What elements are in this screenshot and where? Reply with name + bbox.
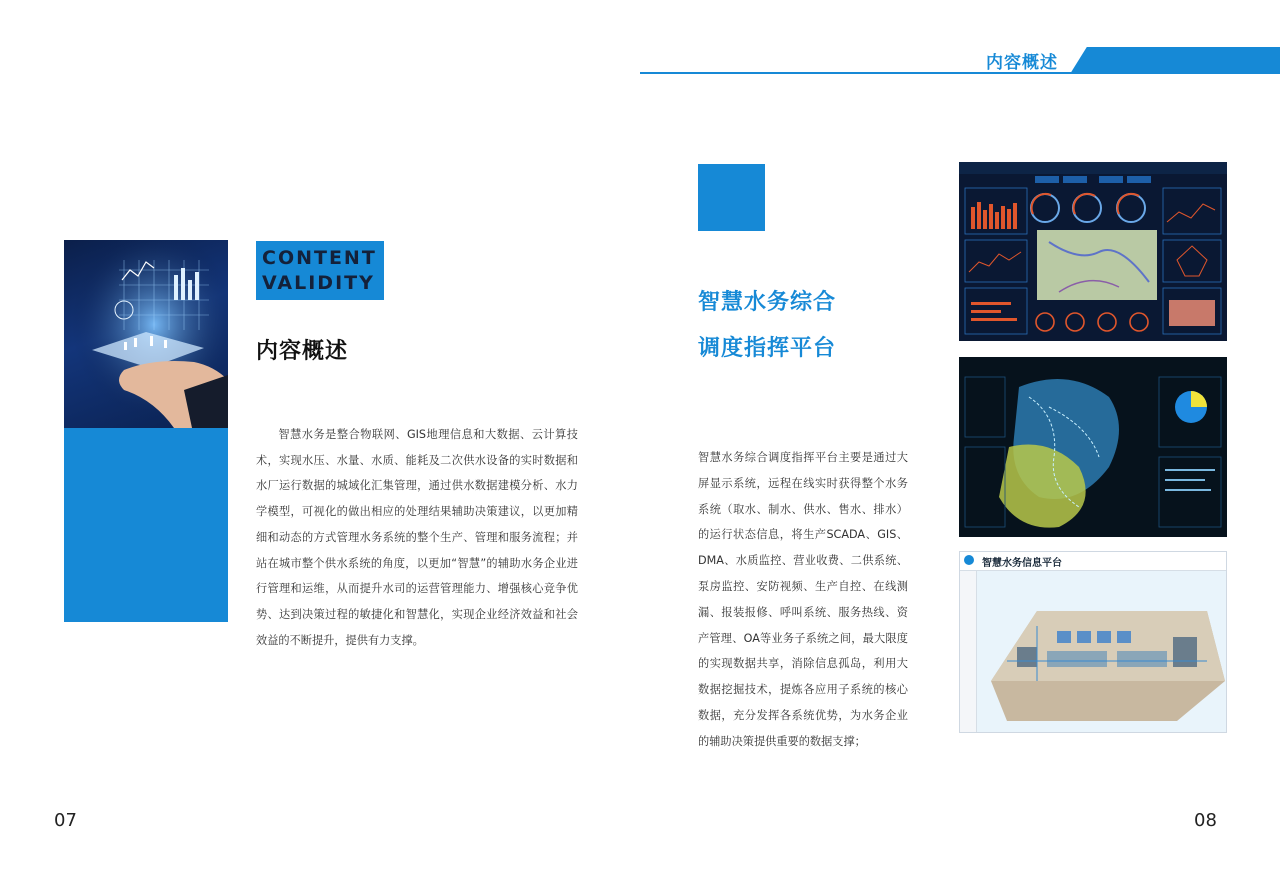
platform-topbar <box>960 552 1226 571</box>
left-heading: 内容概述 <box>256 339 349 364</box>
info-platform-screenshot-3 <box>959 551 1227 733</box>
platform-sidebar <box>960 571 977 733</box>
dashboard-screenshot-1 <box>959 162 1227 341</box>
header-tab-shape <box>1070 47 1280 74</box>
right-title <box>698 280 836 372</box>
accent-square <box>698 164 765 231</box>
gis-map-screenshot-2 <box>959 357 1227 537</box>
left-paragraph: 智慧水务是整合物联网、GIS地理信息和大数据、云计算技术，实现水压、水量、水质、能耗及二次供水设备的实时数据和水厂运行数据的城域化汇集管理，通过供水数据建模分析、水力学模型，可视化的做出相应的处理结果辅助决策建议，以更加精细和动态的方式管理水务系统的整个生产、管理和服务流程；并站在城市整个供水系统的角度，以更加“智慧”的辅助水务企业进行管理和运维，从而提升水司的运营管理能力、增强核心竞争优势、达到决策过程的敏捷化和智慧化，实现企业经济效益和社会效益的不断提升，提供有力支撑。 <box>256 428 578 647</box>
page-number-left: 07 <box>54 810 77 831</box>
right-paragraph: 智慧水务综合调度指挥平台主要是通过大屏显示系统，远程在线实时获得整个水务系统（取水、制水、供水、售水、排水）的运行状态信息，将生产SCADA、GIS、DMA、水质监控、营业收费、二供系统、泵房监控、安防视频、生产自控、在线测漏、报装报修、呼叫系统、服务热线、资产管理、OA等业务子系统之间，最大限度的实现数据共享，消除信息孤岛，利用大数据挖掘技术，提炼各应用子系统的核心数据，充分发挥各系统优势，为水务企业的辅助决策提供重要的数据支撑； <box>698 451 908 748</box>
right-title-line-1: 智慧水务综合 <box>698 290 837 315</box>
content-validity-text <box>262 246 377 296</box>
right-title-line-2: 调度指挥平台 <box>698 336 837 361</box>
badge-line-1: CONTENT <box>262 247 377 269</box>
badge-line-2: VALIDITY <box>262 272 375 294</box>
platform-logo-icon <box>964 555 974 565</box>
page-number-right: 08 <box>1194 810 1217 831</box>
business-hand-hologram-photo <box>64 240 228 428</box>
header-title: 内容概述 <box>986 53 1058 73</box>
platform-title: 智慧水务信息平台 <box>982 558 1062 569</box>
left-blue-panel <box>64 428 228 622</box>
